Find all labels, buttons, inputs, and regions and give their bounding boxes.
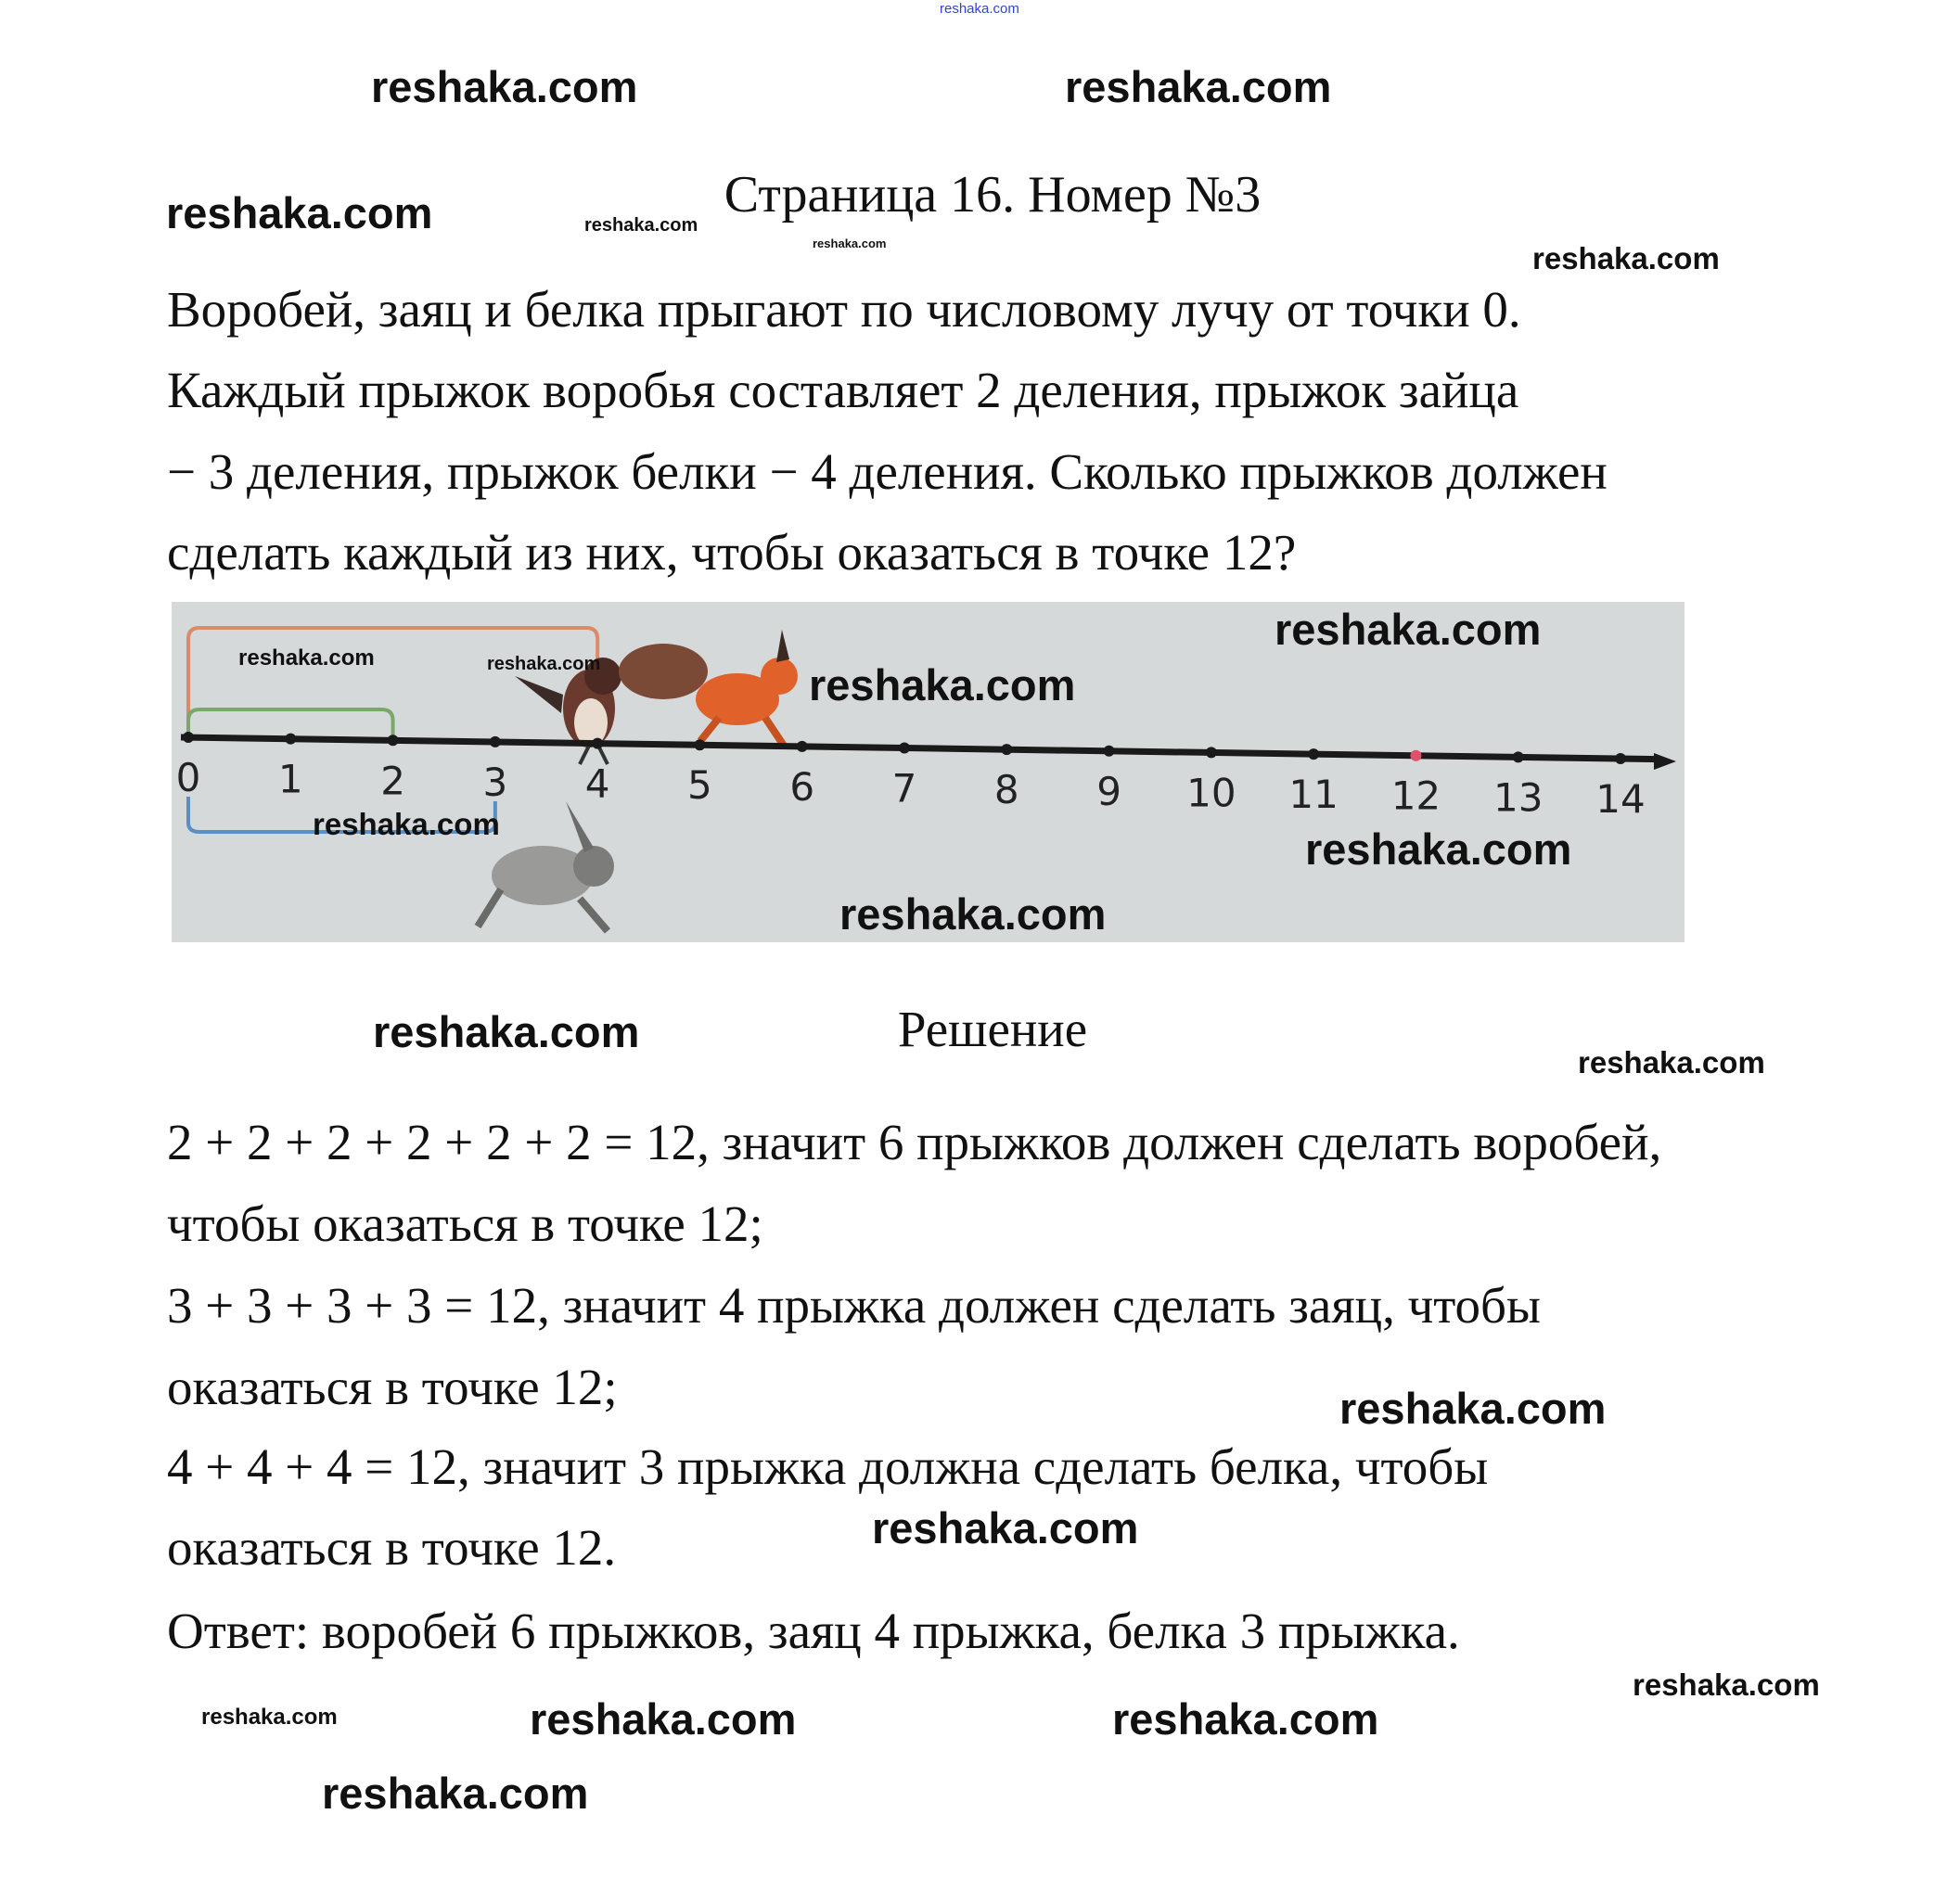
tick-mark — [1308, 748, 1319, 760]
problem-line: сделать каждый из них, чтобы оказаться в точке 12? — [167, 524, 1297, 581]
page-title: Страница 16. Номер №3 — [724, 166, 1262, 224]
watermark: reshaka.com — [872, 1503, 1139, 1552]
watermark: reshaka.com — [1065, 62, 1332, 111]
watermark: reshaka.com — [1532, 241, 1720, 275]
watermark: reshaka.com — [1633, 1667, 1820, 1702]
tick-label: 8 — [993, 767, 1019, 813]
tick-mark — [1206, 747, 1217, 758]
tick-mark — [797, 741, 808, 752]
tick-mark — [285, 734, 296, 745]
watermark: reshaka.com — [238, 645, 375, 671]
tick-mark — [1001, 744, 1012, 755]
watermark: reshaka.com — [530, 1694, 797, 1744]
solution-line: 4 + 4 + 4 = 12, значит 3 прыжка должна сделать белка, чтобы — [167, 1438, 1489, 1495]
watermark: reshaka.com — [813, 236, 887, 250]
tick-mark — [592, 738, 603, 749]
tick-label: 11 — [1288, 772, 1339, 818]
tick-mark — [1104, 746, 1115, 757]
tick-label: 7 — [891, 765, 917, 811]
watermark: reshaka.com — [487, 654, 601, 674]
axis-line — [181, 737, 1660, 760]
watermark: reshaka.com — [1112, 1694, 1379, 1744]
problem-line: Каждый прыжок воробья составляет 2 деления, прыжок зайца — [167, 362, 1519, 418]
tick-label: 10 — [1186, 770, 1236, 816]
tick-label: 1 — [277, 756, 303, 802]
watermark: reshaka.com — [1578, 1045, 1765, 1080]
watermark: reshaka.com — [940, 1, 1019, 17]
tick-mark — [1410, 750, 1421, 761]
problem-line: − 3 деления, прыжок белки − 4 деления. Сколько прыжков должен — [167, 443, 1608, 500]
watermark: reshaka.com — [322, 1769, 589, 1818]
answer-line: Ответ: воробей 6 прыжков, заяц 4 прыжка, белка 3 прыжка. — [167, 1603, 1460, 1659]
solution-heading: Решение — [897, 1001, 1088, 1057]
tick-mark — [899, 743, 910, 754]
watermark: reshaka.com — [166, 188, 433, 237]
tick-mark — [183, 732, 194, 743]
watermark: reshaka.com — [371, 62, 638, 111]
watermark: reshaka.com — [809, 660, 1076, 709]
watermark: reshaka.com — [1275, 605, 1542, 654]
watermark: reshaka.com — [373, 1007, 640, 1056]
watermark: reshaka.com — [1339, 1384, 1607, 1433]
tick-label: 0 — [175, 755, 201, 800]
watermark: reshaka.com — [584, 215, 698, 236]
watermark: reshaka.com — [313, 807, 500, 841]
tick-label: 3 — [482, 759, 508, 805]
tick-label: 2 — [380, 758, 405, 804]
solution-line: 3 + 3 + 3 + 3 = 12, значит 4 прыжка должен сделать заяц, чтобы — [167, 1277, 1541, 1334]
solution-line: 2 + 2 + 2 + 2 + 2 + 2 = 12, значит 6 прыжков должен сделать воробей, — [167, 1114, 1662, 1170]
tick-label: 9 — [1096, 768, 1121, 814]
tick-mark — [1513, 751, 1524, 762]
tick-mark — [388, 735, 399, 746]
tick-label: 14 — [1595, 776, 1646, 822]
watermark: reshaka.com — [201, 1705, 338, 1730]
tick-label: 12 — [1390, 773, 1441, 819]
tick-mark — [490, 736, 501, 747]
tick-label: 4 — [584, 760, 610, 807]
tick-mark — [1615, 753, 1626, 764]
problem-line: Воробей, заяц и белка прыгают по числовому лучу от точки 0. — [167, 281, 1521, 338]
tick-label: 6 — [789, 763, 815, 810]
tick-label: 13 — [1492, 774, 1544, 821]
watermark: reshaka.com — [839, 889, 1107, 939]
solution-line: оказаться в точке 12. — [167, 1519, 617, 1576]
axis-arrow — [1654, 753, 1676, 770]
solution-line: оказаться в точке 12; — [167, 1359, 618, 1415]
watermark: reshaka.com — [1305, 824, 1572, 874]
squirrel-icon — [619, 630, 798, 746]
tick-mark — [694, 739, 705, 750]
solution-line: чтобы оказаться в точке 12; — [167, 1195, 763, 1252]
tick-label: 5 — [687, 762, 712, 809]
